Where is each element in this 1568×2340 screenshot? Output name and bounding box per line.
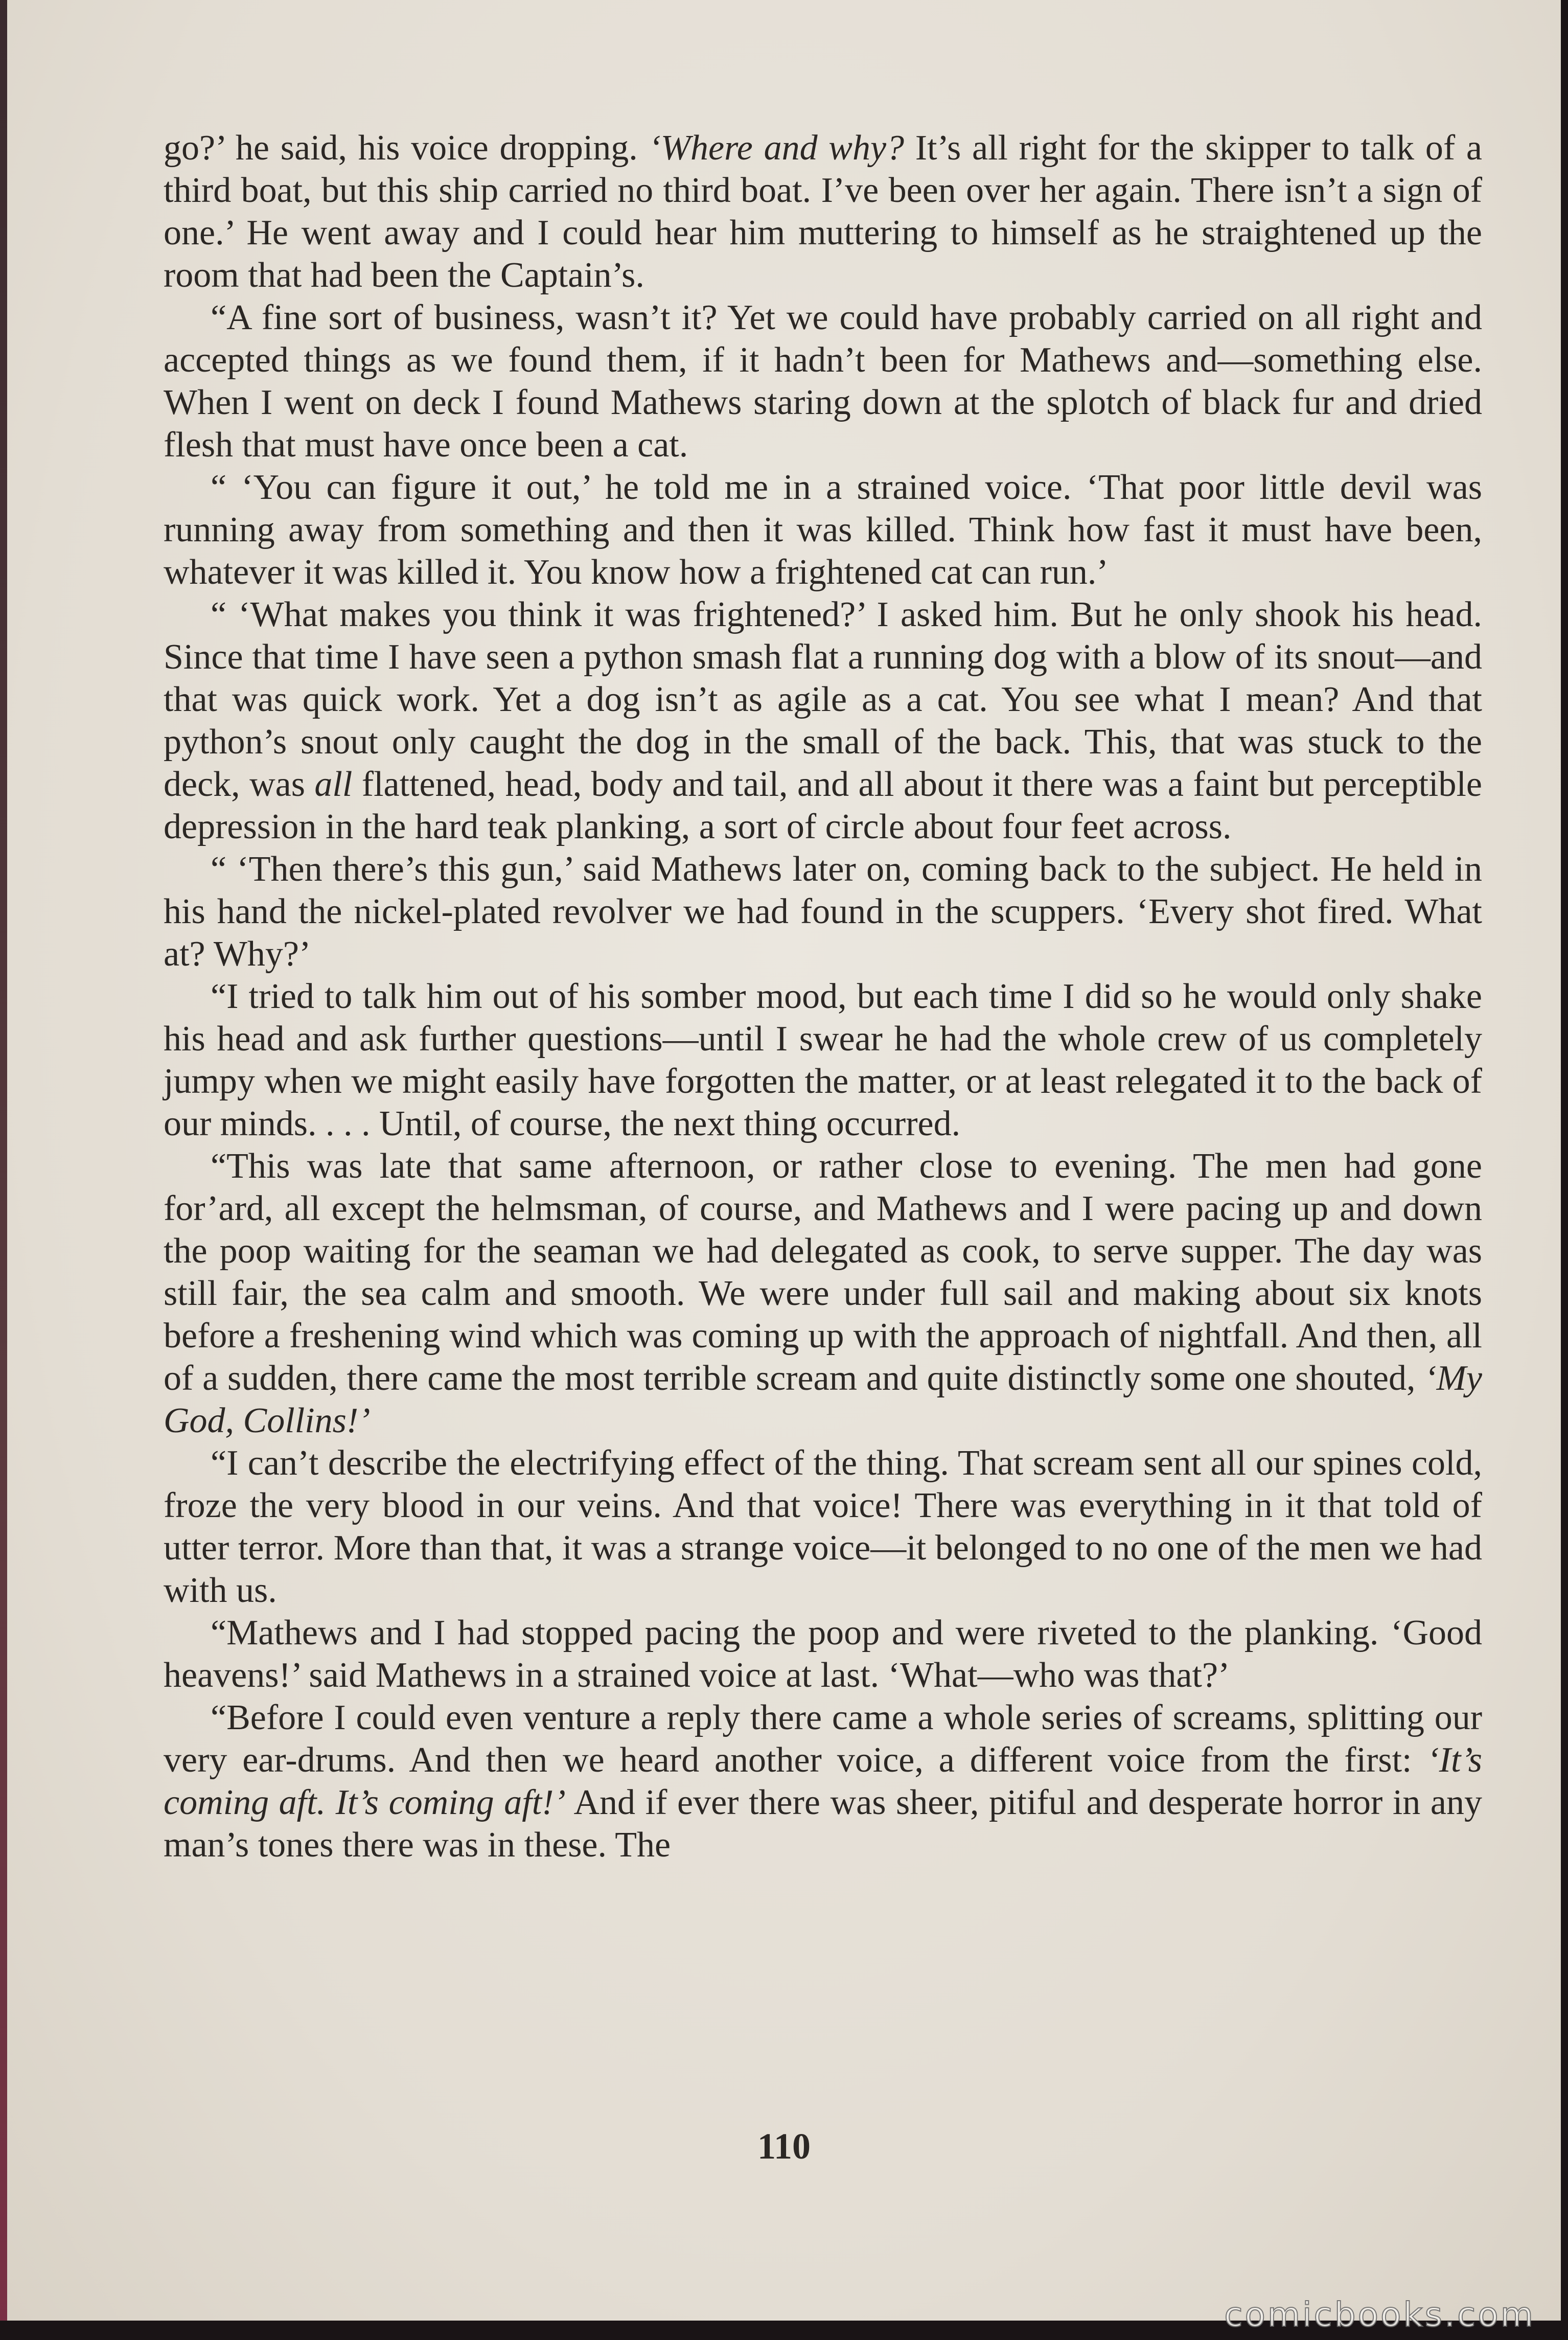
text-run: “A fine sort of business, wasn’t it? Yet we could have probably carried on all right and accepted things as we found them, if it hadn’t been for Mathews and—something else. When I went on deck I found Mathews staring down at the splotch of black fur and dried flesh that must have once been a cat. — [164, 298, 1482, 465]
book-page — [7, 0, 1561, 2321]
paragraph — [164, 1696, 1482, 1866]
body-text — [164, 127, 1482, 1866]
text-run: “This was late that same afternoon, or rather close to evening. The men had gone for’ard, all except the helmsman, of course, and Mathews and I were pacing up and down the poop waiting for the seaman we had delegated as cook, to serve supper. The day was still fair, the sea calm and smooth. We were under full sail and making about six knots before a freshening wind which was coming up with the approach of nightfall. And then, all of a sudden, there came the most terrible scream and quite distinctly some one shouted, — [164, 1146, 1482, 1398]
text-run: “ ‘Then there’s this gun,’ said Mathews later on, coming back to the subject. He held in his hand the nickel-plated revolver we had found in the scuppers. ‘Every shot fired. What at? Why?’ — [164, 850, 1482, 974]
paragraph — [164, 593, 1482, 848]
paragraph — [164, 1145, 1482, 1442]
paragraph — [164, 466, 1482, 593]
italic-run: all — [314, 765, 353, 804]
watermark-logo: comicbooks.com — [1224, 2295, 1535, 2334]
italic-run: ‘Where and why? — [649, 128, 905, 168]
text-run: “I tried to talk him out of his somber mood, but each time I did so he would only shake his head and ask further questions—until I swear he had the whole crew of us completely jumpy when we might easily have forgotten the matter, or at least relegated it to the back of our minds. . . . Until, of course, the next thing occurred. — [164, 977, 1482, 1143]
text-run: “Mathews and I had stopped pacing the poop and were riveted to the planking. ‘Good heavens!’ said Mathews in a strained voice at last. ‘What—who was that?’ — [164, 1613, 1482, 1695]
book-spine-edge — [0, 0, 7, 2340]
italic-run: ‘It’s coming aft. It’s coming aft!’ — [164, 1740, 1482, 1822]
text-run: go?’ he said, his voice dropping. — [164, 128, 649, 168]
page-number: 110 — [757, 2126, 811, 2167]
paragraph — [164, 1612, 1482, 1696]
text-run: And if ever there was sheer, pitiful and desperate horror in any man’s tones there was in these. The — [164, 1783, 1482, 1865]
text-run: “I can’t describe the electrifying effect of the thing. That scream sent all our spines cold, froze the very blood in our veins. And that voice! There was everything in it that told of utter terror. More than that, it was a strange voice—it belonged to no one of the men we had with us. — [164, 1443, 1482, 1610]
italic-run: ‘My God, Collins!’ — [164, 1359, 1482, 1440]
paragraph — [164, 1442, 1482, 1612]
paragraph — [164, 127, 1482, 296]
text-run: flattened, head, body and tail, and all about it there was a faint but perceptible depression in the hard teak planking, a sort of circle about four feet across. — [164, 765, 1482, 846]
paragraph — [164, 975, 1482, 1145]
text-run: “Before I could even venture a reply there came a whole series of screams, splitting our very ear-drums. And then we heard another voice, a different voice from the first: — [164, 1698, 1482, 1780]
text-run: “ ‘What makes you think it was frightened?’ I asked him. But he only shook his head. Since that time I have seen a python smash flat a running dog with a blow of its snout—and that was quick work. Yet a dog isn’t as agile as a cat. You see what I mean? And that python’s snout only caught the dog in the small of the back. This, that was stuck to the deck, was — [164, 595, 1482, 804]
paragraph — [164, 848, 1482, 975]
text-run: “ ‘You can figure it out,’ he told me in a strained voice. ‘That poor little devil was running away from something and then it was killed. Think how fast it must have been, whatever it was killed it. You know how a frightened cat can run.’ — [164, 468, 1482, 592]
paragraph — [164, 296, 1482, 466]
text-run: It’s all right for the skipper to talk of a third boat, but this ship carried no third boat. I’ve been over her again. There isn’t a sign of one.’ He went away and I could hear him muttering to himself as he straightened up the room that had been the Captain’s. — [164, 128, 1482, 295]
